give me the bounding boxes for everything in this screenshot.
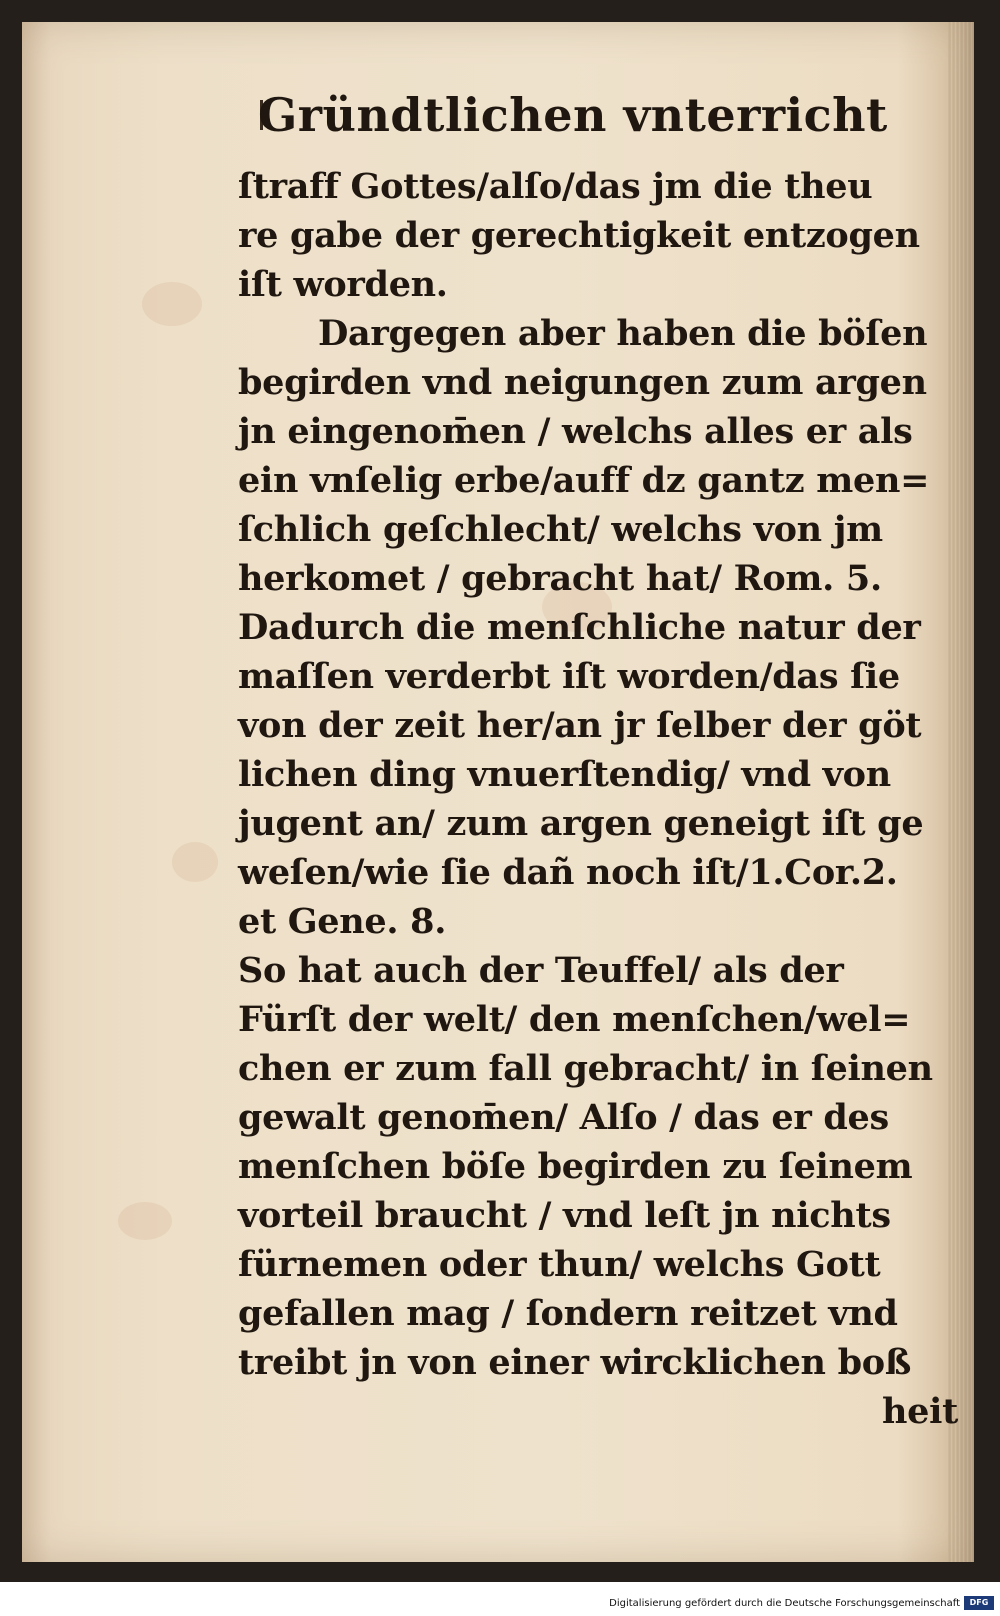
body-text [238, 162, 958, 1436]
text-line: ſchlich geſchlecht/ welchs von jm [238, 509, 883, 550]
running-header: Gründtlichen vnterricht [258, 88, 888, 142]
digitization-credit: Digitalisierung gefördert durch die Deutsche Forschungsgemeinschaft [609, 1598, 960, 1609]
text-line: jugent an/ zum argen geneigt iſt ge [238, 803, 924, 844]
text-line: vorteil braucht / vnd leſt jn nichts [238, 1195, 891, 1236]
text-line: Dargegen aber haben die böſen [318, 313, 928, 354]
text-line: treibt jn von einer wircklichen boß [238, 1342, 912, 1383]
text-line: gewalt genom̄en/ Alſo / das er des [238, 1097, 889, 1138]
text-line: gefallen mag / ſondern reitzet vnd [238, 1293, 898, 1334]
text-line: Fürſt der welt/ den menſchen/wel= [238, 999, 911, 1040]
text-line: maſſen verderbt iſt worden/das ſie [238, 656, 900, 697]
text-line: et Gene. 8. [238, 901, 447, 942]
text-line: iſt worden. [238, 264, 448, 305]
catchword: heit [882, 1391, 958, 1432]
text-line: jn eingenom̄en / welchs alles er als [238, 411, 913, 452]
text-line: re gabe der gerechtigkeit entzogen [238, 215, 920, 256]
foxing-stain [118, 1202, 172, 1240]
text-line: lichen ding vnuerſtendig/ vnd von [238, 754, 891, 795]
text-line: herkomet / gebracht hat/ Rom. 5. [238, 558, 882, 599]
text-line: begirden vnd neigungen zum argen [238, 362, 927, 403]
text-line: ſtraff Gottes/alſo/das jm die theu [238, 166, 873, 207]
text-line: So hat auch der Teuffel/ als der [238, 950, 844, 991]
foxing-stain [172, 842, 218, 882]
text-line: ein vnſelig erbe/auff dz gantz men= [238, 460, 930, 501]
dfg-logo: DFG [964, 1596, 994, 1610]
text-line: menſchen böſe begirden zu ſeinem [238, 1146, 913, 1187]
text-line: fürnemen oder thun/ welchs Gott [238, 1244, 881, 1285]
text-line: Dadurch die menſchliche natur der [238, 607, 921, 648]
text-line: chen er zum fall gebracht/ in ſeinen [238, 1048, 933, 1089]
foxing-stain [142, 282, 202, 326]
text-line: von der zeit her/an jr ſelber der göt [238, 705, 922, 746]
text-line: weſen/wie ſie dañ noch iſt/1.Cor.2. [238, 852, 898, 893]
